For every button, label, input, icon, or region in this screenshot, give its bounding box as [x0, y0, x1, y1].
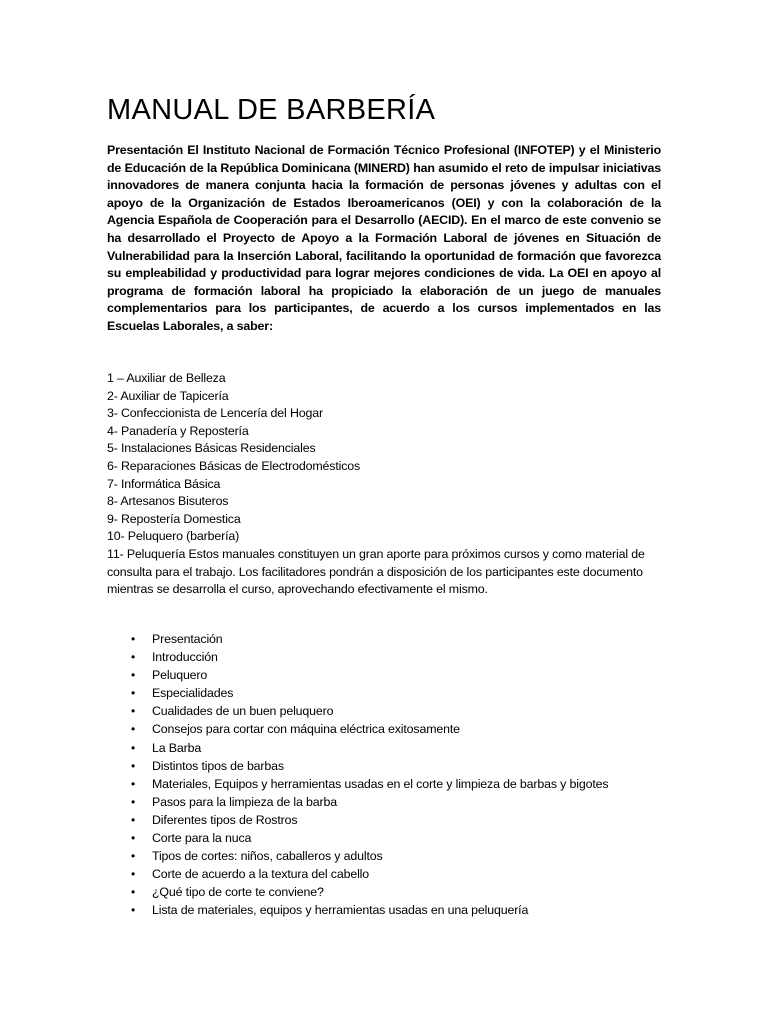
list-item-label: Distintos tipos de barbas — [152, 758, 284, 773]
list-item — [107, 684, 667, 702]
bullet-icon: • — [131, 722, 136, 737]
course-list — [107, 370, 667, 599]
bullet-icon: • — [131, 849, 136, 864]
list-item — [107, 847, 667, 865]
bullet-icon: • — [131, 831, 136, 846]
list-item: 6- Reparaciones Básicas de Electrodomésticos — [107, 458, 361, 473]
list-item: 11- Peluquería Estos manuales constituyen un gran aporte para próximos cursos y como material de consulta para el trabajo. Los facilitadores pondrán a disposición de los participantes este documento mientras se desarrolla el curso, aprovechando efectivamente el mismo. — [107, 546, 645, 597]
bullet-icon: • — [131, 740, 136, 755]
list-item — [107, 811, 667, 829]
list-item: 5- Instalaciones Básicas Residenciales — [107, 441, 316, 456]
list-item — [107, 702, 667, 720]
bullet-icon: • — [131, 758, 136, 773]
list-item-label: Materiales, Equipos y herramientas usadas en el corte y limpieza de barbas y bigotes — [152, 776, 609, 791]
list-item — [107, 829, 667, 847]
list-item-label: Tipos de cortes: niños, caballeros y adultos — [152, 849, 383, 864]
list-item-label: Peluquero — [152, 668, 208, 683]
list-item — [107, 630, 667, 648]
bullet-icon: • — [131, 704, 136, 719]
bullet-icon: • — [131, 776, 136, 791]
bullet-icon: • — [131, 632, 136, 646]
list-item — [107, 757, 667, 775]
page-title: MANUAL DE BARBERÍA — [107, 94, 436, 126]
list-item-label: Consejos para cortar con máquina eléctrica exitosamente — [152, 722, 460, 737]
list-item-label: Cualidades de un buen peluquero — [152, 704, 334, 719]
bullet-icon: • — [131, 812, 136, 827]
list-item: 10- Peluquero (barbería) — [107, 529, 240, 544]
bullet-icon: • — [131, 903, 136, 918]
bullet-icon: • — [131, 668, 136, 683]
bullet-icon: • — [131, 794, 136, 809]
intro-paragraph: Presentación El Instituto Nacional de Formación Técnico Profesional (INFOTEP) y el Ministerio de Educación de la República Dominicana (MINERD) han asumido el reto de impulsar iniciativas innovadores de manera conjunta hacia la formación de personas jóvenes y adultas con el apoyo de la Organización de Estados Iberoamericanos (OEI) y con la colaboración de la Agencia Española de Cooperación para el Desarrollo (AECID). En el marco de este convenio se ha desarrollado el Proyecto de Apoyo a la Formación Laboral de jóvenes en Situación de Vulnerabilidad para la Inserción Laboral, facilitando la oportunidad de formación que favorezca su empleabilidad y productividad para lograr mejores condiciones de vida. La OEI en apoyo al programa de formación laboral ha propiciado la elaboración de un juego de manuales complementarios para los participantes, de acuerdo a los cursos implementados en las Escuelas Laborales, a saber: — [107, 143, 661, 333]
list-item-label: Presentación — [152, 632, 223, 646]
list-item: 3- Confeccionista de Lencería del Hogar — [107, 406, 323, 421]
contents-list — [107, 630, 667, 920]
list-item-label: La Barba — [152, 740, 202, 755]
bullet-icon: • — [131, 650, 136, 665]
list-item — [107, 648, 667, 666]
list-item — [107, 739, 667, 757]
list-item-label: Introducción — [152, 650, 218, 665]
list-item: 7- Informática Básica — [107, 476, 221, 491]
list-item — [107, 901, 667, 919]
list-item — [107, 666, 667, 684]
list-item-label: Pasos para la limpieza de la barba — [152, 794, 338, 809]
list-item-label: Corte para la nuca — [152, 831, 252, 846]
list-item — [107, 775, 667, 793]
list-item: 4- Panadería y Repostería — [107, 423, 249, 438]
list-item-label: Diferentes tipos de Rostros — [152, 812, 298, 827]
list-item: 2- Auxiliar de Tapicería — [107, 388, 229, 403]
bullet-icon: • — [131, 867, 136, 882]
bullet-icon: • — [131, 686, 136, 701]
list-item-label: Lista de materiales, equipos y herramientas usadas en una peluquería — [152, 903, 529, 918]
list-item-label: Especialidades — [152, 686, 234, 701]
list-item: 9- Repostería Domestica — [107, 511, 241, 526]
list-item: 1 – Auxiliar de Belleza — [107, 371, 226, 385]
list-item — [107, 883, 667, 901]
list-item: 8- Artesanos Bisuteros — [107, 494, 229, 509]
list-item-label: Corte de acuerdo a la textura del cabello — [152, 867, 370, 882]
list-item — [107, 720, 667, 738]
list-item-label: ¿Qué tipo de corte te conviene? — [152, 885, 324, 900]
bullet-icon: • — [131, 885, 136, 900]
list-item — [107, 865, 667, 883]
list-item — [107, 793, 667, 811]
